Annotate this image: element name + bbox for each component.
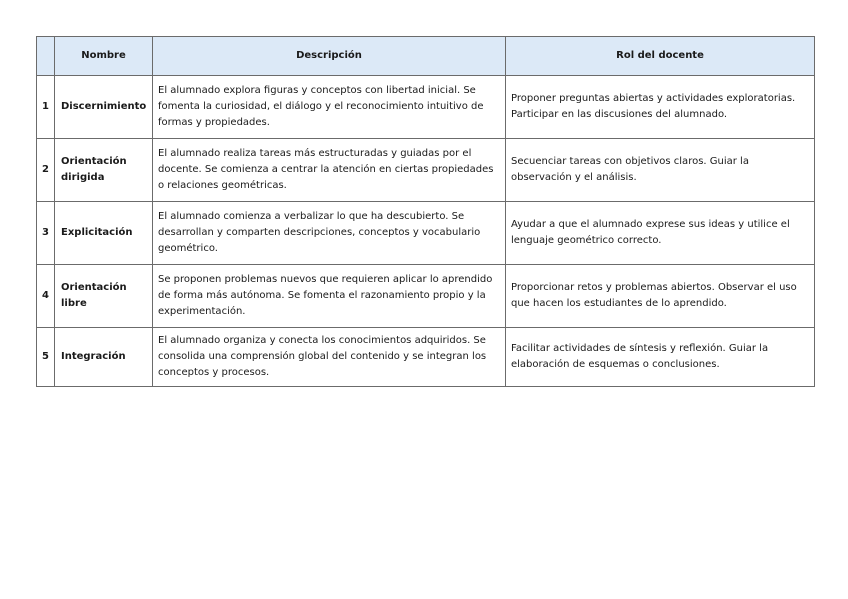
table-body [37, 76, 815, 387]
row-number: 3 [37, 202, 55, 265]
teacher-role: Secuenciar tareas con objetivos claros. Guiar la observación y el análisis. [506, 139, 815, 202]
phase-name: Explicitación [55, 202, 153, 265]
row-number: 2 [37, 139, 55, 202]
table-row [37, 76, 815, 139]
phase-name: Integración [55, 328, 153, 387]
header-number [37, 37, 55, 76]
phase-name: Discernimiento [55, 76, 153, 139]
teacher-role: Proporcionar retos y problemas abiertos. Observar el uso que hacen los estudiantes de lo aprendido. [506, 265, 815, 328]
table-row [37, 139, 815, 202]
table-row [37, 328, 815, 387]
table-header [37, 37, 815, 76]
teacher-role: Facilitar actividades de síntesis y reflexión. Guiar la elaboración de esquemas o conclusiones. [506, 328, 815, 387]
table-row [37, 202, 815, 265]
phase-name: Orientación libre [55, 265, 153, 328]
phase-description: El alumnado explora figuras y conceptos con libertad inicial. Se fomenta la curiosidad, el diálogo y el reconocimiento intuitivo de formas y propiedades. [153, 76, 506, 139]
header-teacher-role: Rol del docente [506, 37, 815, 76]
table-row [37, 265, 815, 328]
teacher-role: Proponer preguntas abiertas y actividades exploratorias. Participar en las discusiones del alumnado. [506, 76, 815, 139]
phase-description: El alumnado comienza a verbalizar lo que ha descubierto. Se desarrollan y comparten descripciones, conceptos y vocabulario geométrico. [153, 202, 506, 265]
row-number: 1 [37, 76, 55, 139]
header-row [37, 37, 815, 76]
phase-description: El alumnado organiza y conecta los conocimientos adquiridos. Se consolida una comprensión global del contenido y se integran los conceptos y procesos. [153, 328, 506, 387]
phase-description: El alumnado realiza tareas más estructuradas y guiadas por el docente. Se comienza a centrar la atención en ciertas propiedades o relaciones geométricas. [153, 139, 506, 202]
phases-table [36, 36, 815, 387]
teacher-role: Ayudar a que el alumnado exprese sus ideas y utilice el lenguaje geométrico correcto. [506, 202, 815, 265]
phase-description: Se proponen problemas nuevos que requieren aplicar lo aprendido de forma más autónoma. Se fomenta el razonamiento propio y la experimentación. [153, 265, 506, 328]
row-number: 4 [37, 265, 55, 328]
row-number: 5 [37, 328, 55, 387]
header-description: Descripción [153, 37, 506, 76]
phase-name: Orientación dirigida [55, 139, 153, 202]
header-name: Nombre [55, 37, 153, 76]
